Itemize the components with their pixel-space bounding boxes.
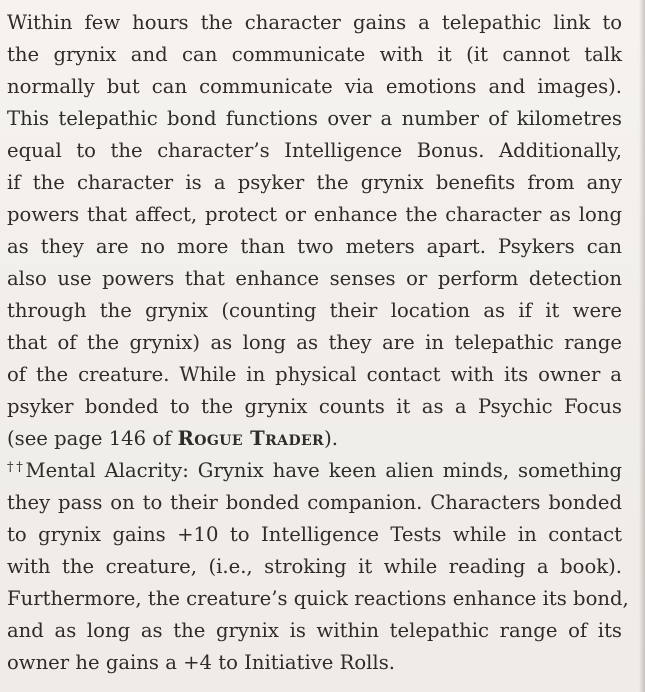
- text-line: This telepathic bond functions over a number of kilometres: [7, 107, 622, 130]
- reference-suffix: ).: [324, 427, 338, 450]
- text-line: with the creature, (i.e., stroking it while reading a book).: [7, 555, 622, 578]
- heading-line-text: Mental Alacrity: Grynix have keen alien minds, something: [25, 459, 623, 482]
- text-line: if the character is a psyker the grynix benefits from any: [7, 171, 622, 194]
- body-text: [7, 7, 629, 679]
- text-line: to grynix gains +10 to Intelligence Tests while in contact: [7, 523, 622, 546]
- text-line: also use powers that enhance senses or perform detection: [7, 267, 622, 290]
- paragraph-heading-line: [7, 455, 622, 487]
- reference-prefix: (see page 146 of: [7, 427, 178, 450]
- text-line: powers that affect, protect or enhance the character as long: [7, 203, 622, 226]
- text-line: that of the grynix) as long as they are in telepathic range: [7, 331, 622, 354]
- text-line: owner he gains a +4 to Initiative Rolls.: [7, 651, 395, 674]
- text-line: the grynix and can communicate with it (it cannot talk: [7, 43, 622, 66]
- text-line: equal to the character’s Intelligence Bonus. Additionally,: [7, 139, 622, 162]
- text-line: Within few hours the character gains a telepathic link to: [7, 11, 622, 34]
- text-line: they pass on to their bonded companion. Characters bonded: [7, 491, 622, 514]
- book-title: Rogue Trader: [177, 427, 325, 450]
- double-dagger-marker: ††: [7, 460, 26, 475]
- text-line: of the creature. While in physical contact with its owner a: [7, 363, 622, 386]
- page-edge-shadow: [639, 0, 645, 692]
- text-line: through the grynix (counting their location as if it were: [7, 299, 622, 322]
- text-line: psyker bonded to the grynix counts it as a Psychic Focus: [7, 395, 622, 418]
- text-line: and as long as the grynix is within telepathic range of its: [7, 619, 622, 642]
- text-line-with-reference: [7, 423, 622, 455]
- text-line: as they are no more than two meters apart. Psykers can: [7, 235, 622, 258]
- text-line: normally but can communicate via emotions and images).: [7, 75, 622, 98]
- text-line: Furthermore, the creature’s quick reactions enhance its bond,: [7, 587, 629, 610]
